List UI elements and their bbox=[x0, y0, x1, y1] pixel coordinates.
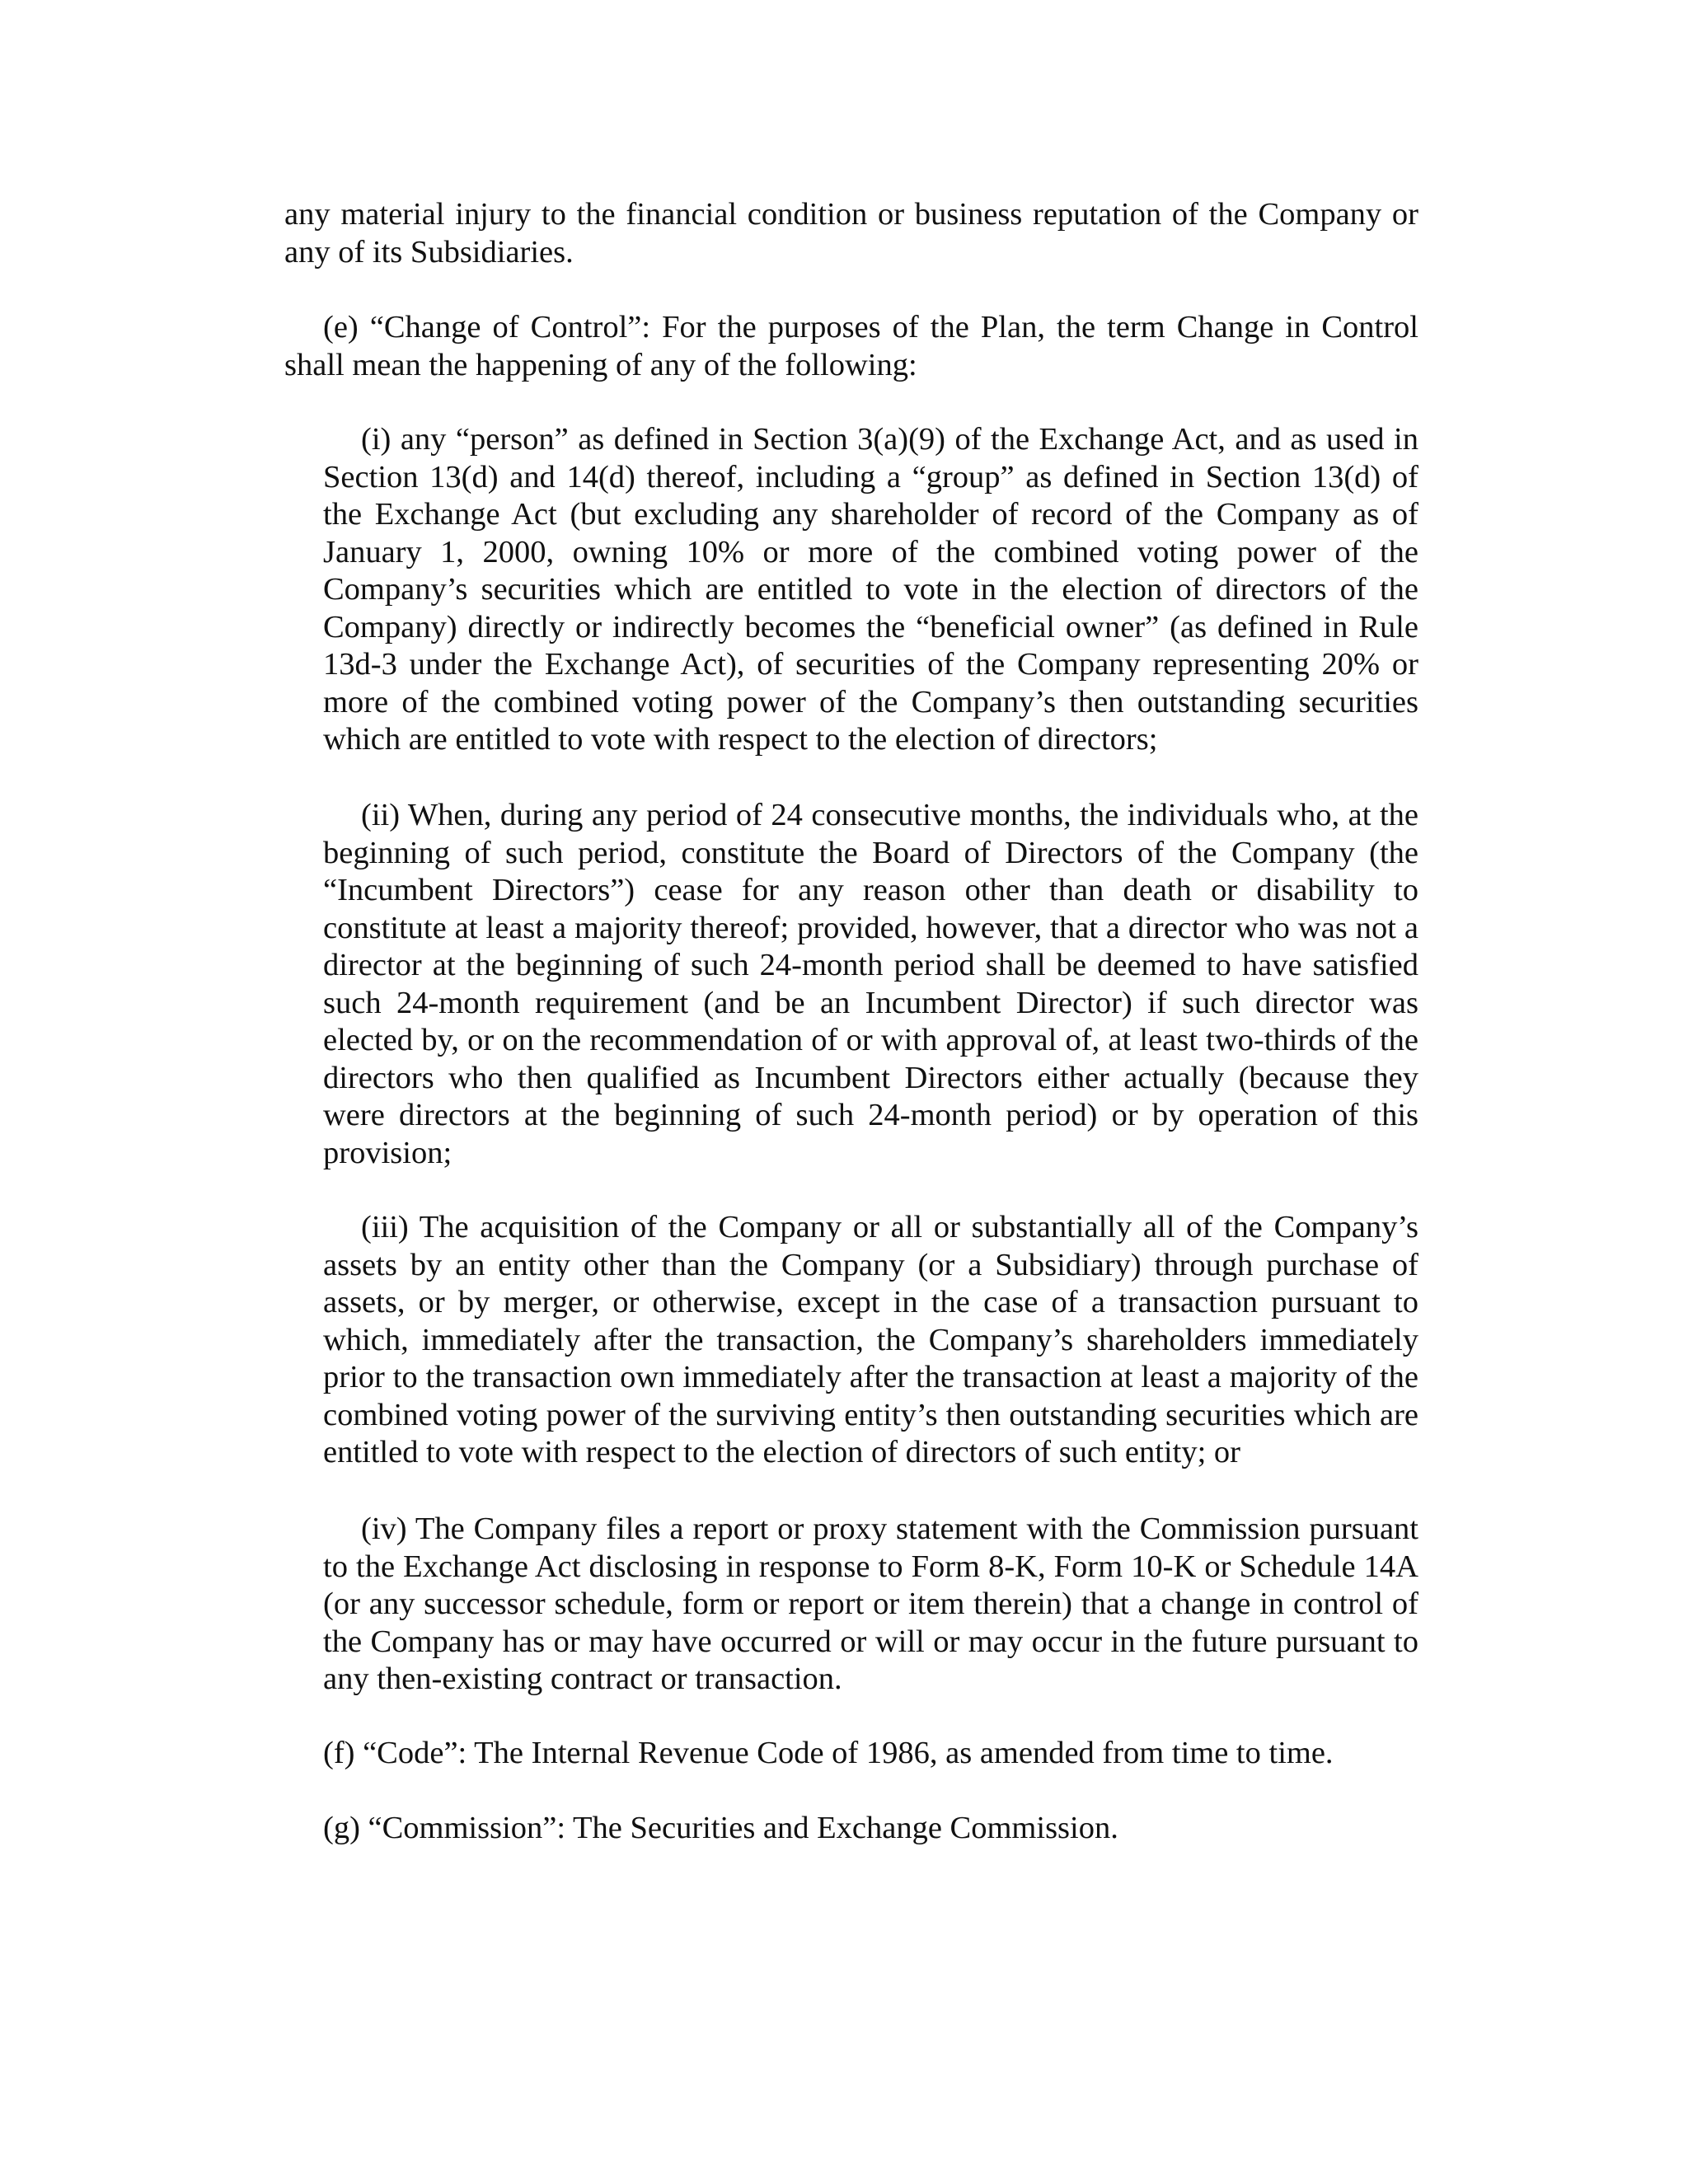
clause-iv-report-filing: (iv) The Company files a report or proxy statement with the Commission pursuant to the Exchange Act disclosing in response to Form 8-K, Form 10-K or Schedule 14A (or any successor schedule, form or report or item therein) that a change in control of the Company has or may have occurred or will or may occur in the future pursuant to any then-existing contract or transaction. bbox=[323, 1511, 1418, 1696]
definition-commission: (g) “Commission”: The Securities and Exchange Commission. bbox=[323, 1811, 1118, 1845]
definition-change-of-control: (e) “Change of Control”: For the purposes of the Plan, the term Change in Control shall mean the happening of any of the following: bbox=[284, 310, 1418, 382]
continuation-paragraph: any material injury to the financial condition or business reputation of the Company or any of its Subsidiaries. bbox=[284, 197, 1418, 269]
clause-i-beneficial-owner: (i) any “person” as defined in Section 3(a)(9) of the Exchange Act, and as used in Section 13(d) and 14(d) thereof, including a “group” as defined in Section 13(d) of the Exchange Act (but excluding any shareholder of record of the Company as of January 1, 2000, owning 10% or more of the combined voting power of the Company’s securities which are entitled to vote in the election of directors of the Company) directly or indirectly becomes the “beneficial owner” (as defined in Rule 13d-3 under the Exchange Act), of securities of the Company representing 20% or more of the combined voting power of the Company’s then outstanding securities which are entitled to vote with respect to the election of directors; bbox=[323, 422, 1418, 757]
clause-ii-incumbent-directors: (ii) When, during any period of 24 consecutive months, the individuals who, at the beginning of such period, constitute the Board of Directors of the Company (the “Incumbent Directors”) cease for any reason other than death or disability to constitute at least a majority thereof; provided, however, that a director who was not a director at the beginning of such 24-month period shall be deemed to have satisfied such 24-month requirement (and be an Incumbent Director) if such director was elected by, or on the recommendation of or with approval of, at least two-thirds of the directors who then qualified as Incumbent Directors either actually (because they were directors at the beginning of such 24-month period) or by operation of this provision; bbox=[323, 798, 1418, 1170]
clause-iii-acquisition: (iii) The acquisition of the Company or all or substantially all of the Company’s assets by an entity other than the Company (or a Subsidiary) through purchase of assets, or by merger, or otherwise, except in the case of a transaction pursuant to which, immediately after the transaction, the Company’s shareholders immediately prior to the transaction own immediately after the transaction at least a majority of the combined voting power of the surviving entity’s then outstanding securities which are entitled to vote with respect to the election of directors of such entity; or bbox=[323, 1210, 1418, 1469]
definition-code: (f) “Code”: The Internal Revenue Code of 1986, as amended from time to time. bbox=[323, 1736, 1334, 1770]
